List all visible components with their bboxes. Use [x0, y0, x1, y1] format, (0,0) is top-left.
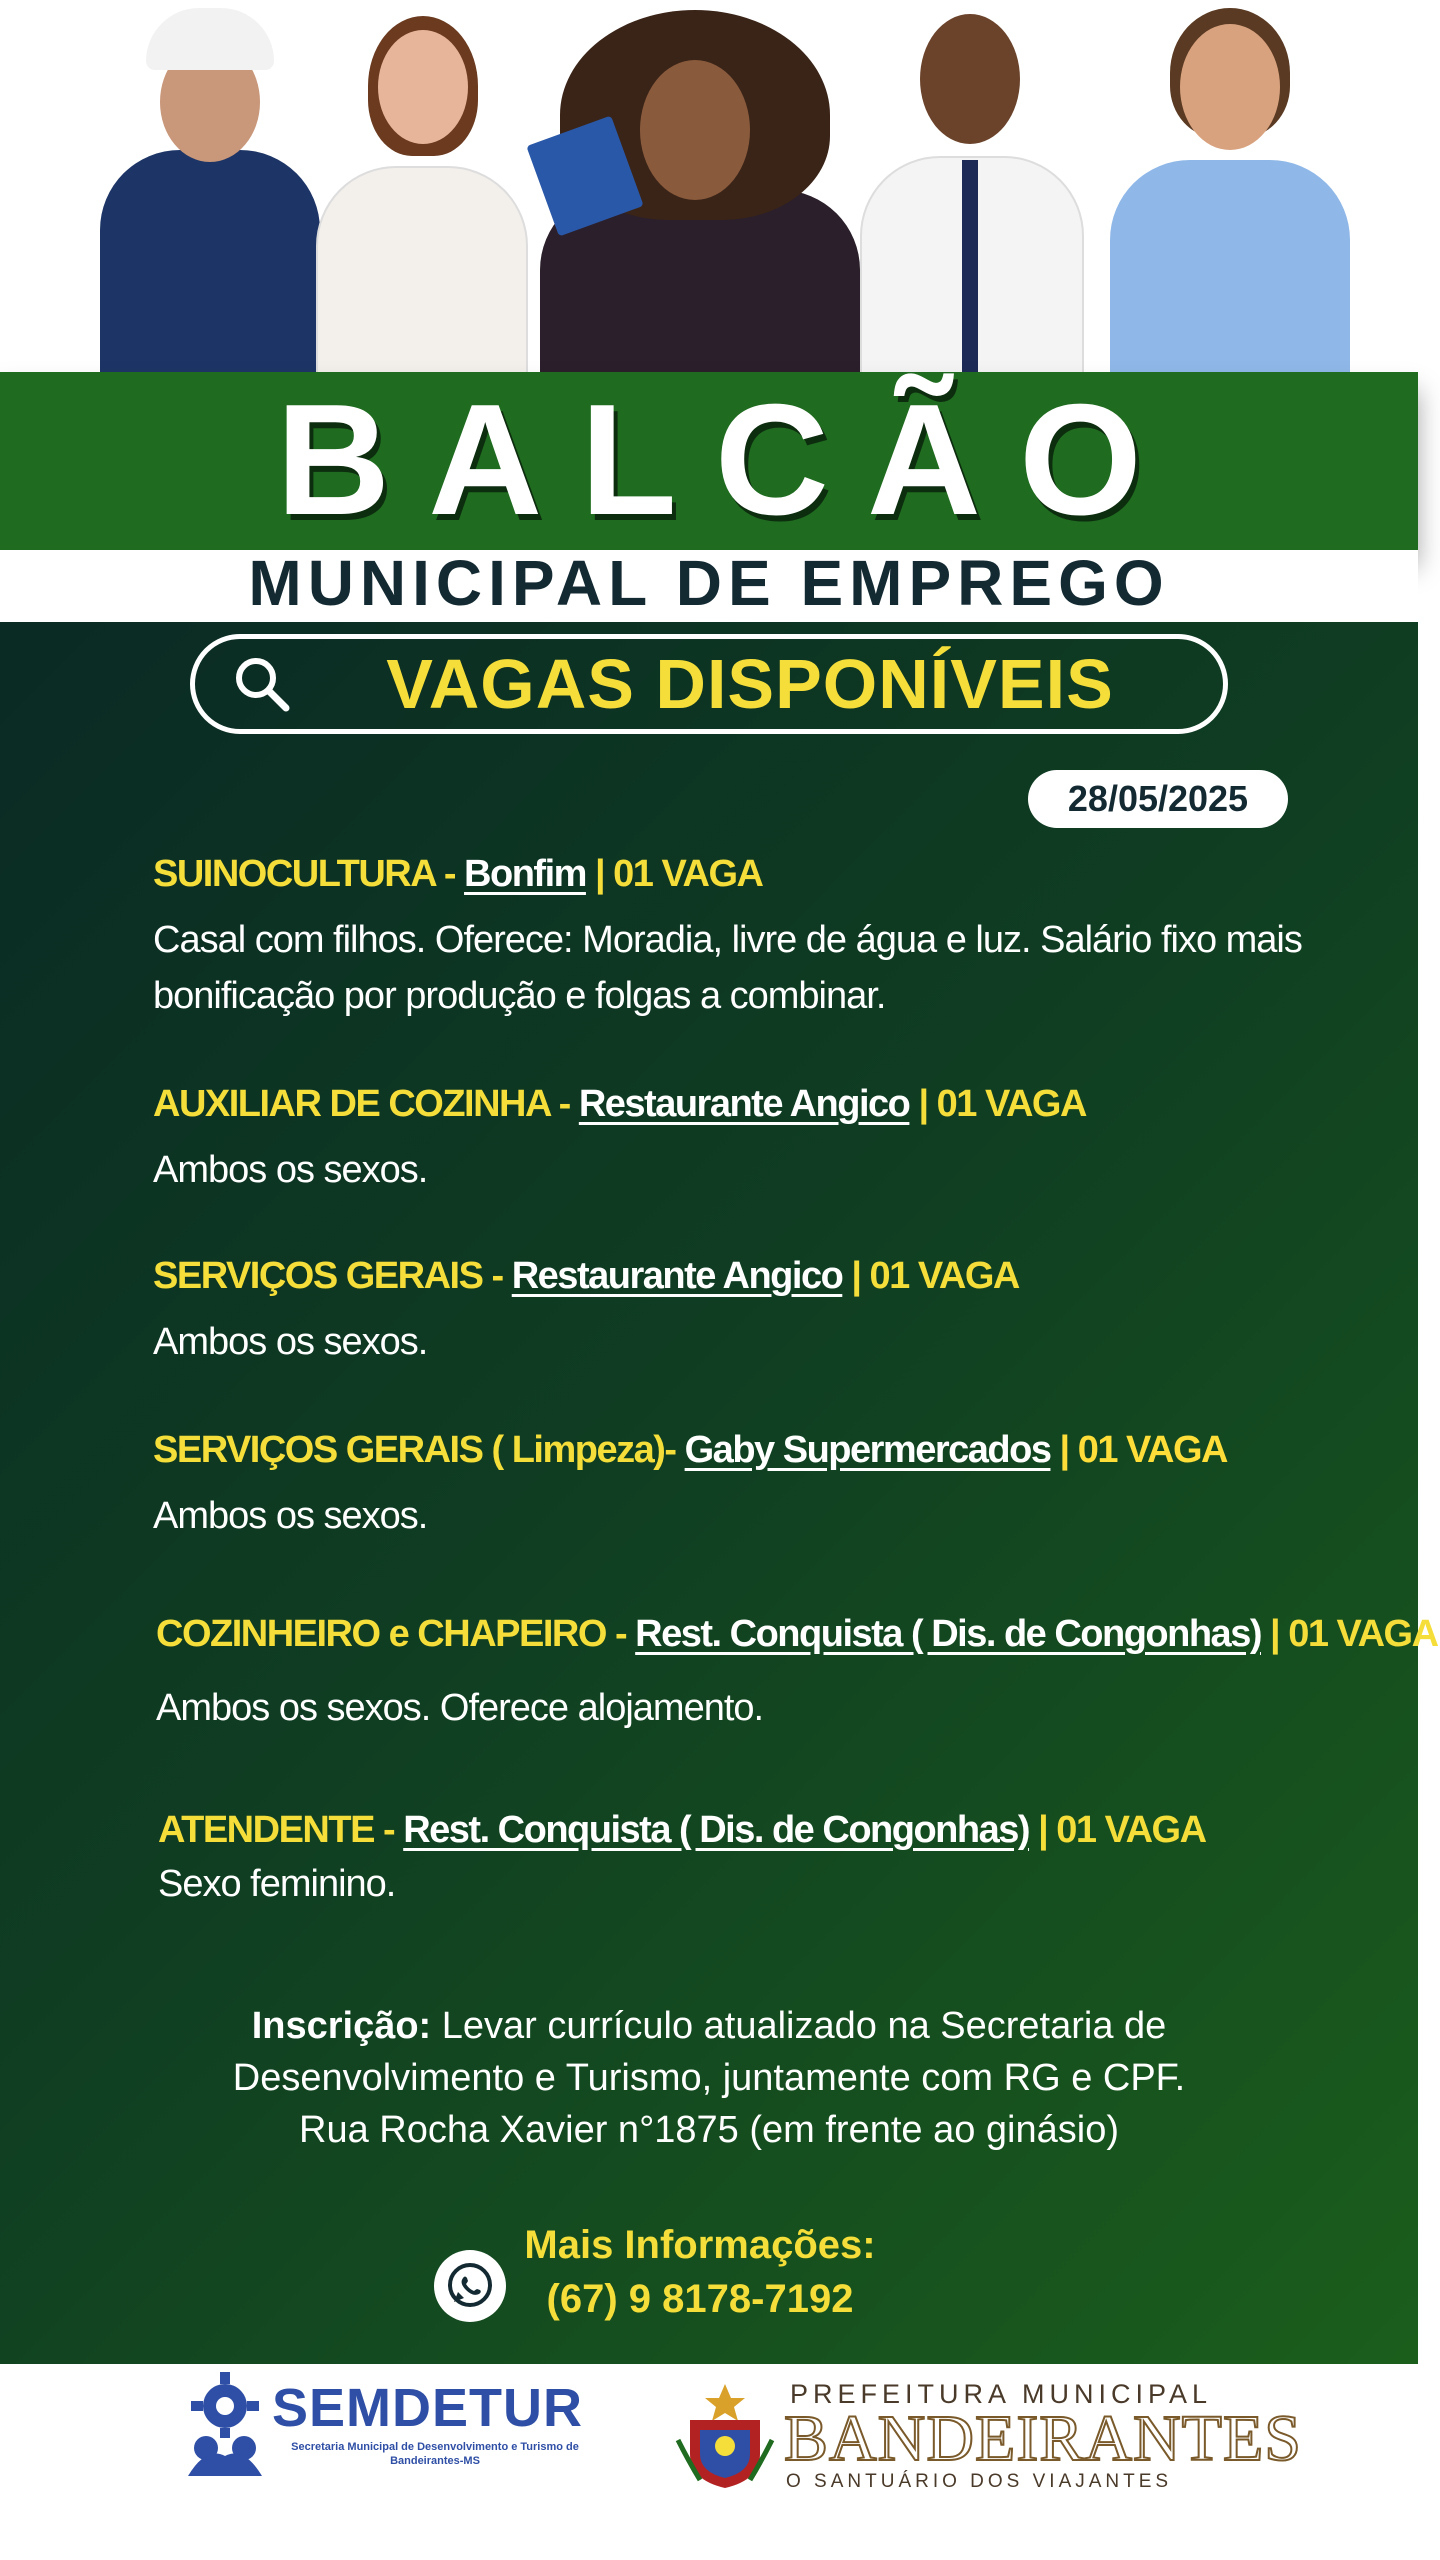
- figure-woman-scrubs: [1100, 0, 1360, 380]
- job-openings: | 01 VAGA: [1260, 1613, 1438, 1655]
- figure-worker: [90, 0, 330, 380]
- figure-man-tie: [840, 0, 1100, 380]
- page-subtitle: MUNICIPAL DE EMPREGO: [248, 547, 1170, 619]
- figure-woman-white: [310, 0, 530, 380]
- date-badge: 28/05/2025: [1028, 770, 1288, 828]
- job-heading: [153, 1424, 1353, 1476]
- job-heading: [153, 1078, 1353, 1130]
- inscricao-line: Desenvolvimento e Turismo, juntamente com RG e CPF.: [232, 2057, 1186, 2099]
- job-role: SERVIÇOS GERAIS ( Limpeza): [153, 1429, 665, 1471]
- job-description: Casal com filhos. Oferece: Moradia, livre de água e luz. Salário fixo mais bonificação por produção e folgas a combinar.: [153, 919, 1302, 1017]
- job-employer: Restaurante Angico: [511, 1255, 843, 1297]
- job-separator: -: [605, 1613, 636, 1655]
- job-employer: Rest. Conquista ( Dis. de Congonhas): [403, 1809, 1030, 1851]
- job-listing: [158, 1804, 1358, 1912]
- job-heading: [153, 848, 1353, 900]
- job-role: ATENDENTE: [158, 1809, 374, 1851]
- page-title: BALCÃO: [276, 372, 1180, 548]
- job-openings: | 01 VAGA: [1029, 1809, 1206, 1851]
- hero-photo-strip: [0, 0, 1440, 380]
- inscricao-line: Rua Rocha Xavier n°1875 (em frente ao ginásio): [299, 2109, 1119, 2151]
- job-heading: [156, 1608, 1438, 1660]
- job-separator: -: [482, 1255, 512, 1297]
- job-description: Ambos os sexos.: [153, 1495, 428, 1537]
- job-separator: -: [373, 1809, 404, 1851]
- job-employer: Rest. Conquista ( Dis. de Congonhas): [635, 1613, 1261, 1655]
- job-separator: -: [434, 853, 465, 895]
- prefeitura-label: PREFEITURA MUNICIPAL: [790, 2379, 1213, 2409]
- job-employer: Bonfim: [464, 853, 586, 895]
- inscricao-line: [150, 2000, 1268, 2052]
- job-openings: | 01 VAGA: [909, 1083, 1086, 1125]
- figure-woman-booklet: [520, 0, 880, 380]
- job-description: Ambos os sexos.: [153, 1321, 428, 1363]
- job-listing: [153, 1424, 1353, 1544]
- job-role: SUINOCULTURA: [153, 853, 435, 895]
- job-employer: Gaby Supermercados: [684, 1429, 1051, 1471]
- job-listing: [153, 1078, 1353, 1198]
- job-heading: [153, 1250, 1353, 1302]
- job-openings: | 01 VAGA: [1050, 1429, 1227, 1471]
- title-banner: [0, 372, 1418, 550]
- job-heading: [158, 1804, 1358, 1856]
- inscricao-label: Inscrição:: [251, 2005, 432, 2047]
- job-employer: Restaurante Angico: [578, 1083, 910, 1125]
- semdetur-name: SEMDETUR: [272, 2378, 584, 2438]
- job-listing: [153, 1250, 1353, 1370]
- contact-phone[interactable]: (67) 9 8178-7192: [546, 2277, 854, 2321]
- vagas-heading: VAGAS DISPONÍVEIS: [386, 645, 1114, 723]
- inscricao-info: [150, 2000, 1268, 2156]
- bandeirantes-crest-icon: [672, 2380, 778, 2490]
- job-openings: | 01 VAGA: [842, 1255, 1019, 1297]
- job-role: AUXILIAR DE COZINHA: [153, 1083, 550, 1125]
- prefeitura-tagline: O SANTUÁRIO DOS VIAJANTES: [786, 2471, 1173, 2492]
- job-listing: [153, 848, 1353, 1024]
- prefeitura-city: BANDEIRANTES: [784, 2402, 1302, 2475]
- inscricao-text: Levar currículo atualizado na Secretaria de: [431, 2005, 1167, 2047]
- job-description: Ambos os sexos.: [153, 1149, 428, 1191]
- job-role: SERVIÇOS GERAIS: [153, 1255, 483, 1297]
- whatsapp-icon[interactable]: [432, 2248, 508, 2324]
- job-role: COZINHEIRO e CHAPEIRO: [156, 1613, 606, 1655]
- job-description: Sexo feminino.: [158, 1863, 396, 1905]
- mais-informacoes-label: Mais Informações:: [524, 2223, 876, 2267]
- semdetur-subtitle: Secretaria Municipal de Desenvolvimento e Turismo de Bandeirantes-MS: [291, 2441, 579, 2467]
- search-icon: [232, 654, 292, 714]
- job-openings: | 01 VAGA: [585, 853, 763, 895]
- semdetur-logo-icon: [182, 2366, 268, 2476]
- job-listing: [156, 1608, 1438, 1736]
- job-description: Ambos os sexos. Oferece alojamento.: [156, 1687, 764, 1729]
- job-separator: -: [549, 1083, 579, 1125]
- job-separator: -: [664, 1429, 685, 1471]
